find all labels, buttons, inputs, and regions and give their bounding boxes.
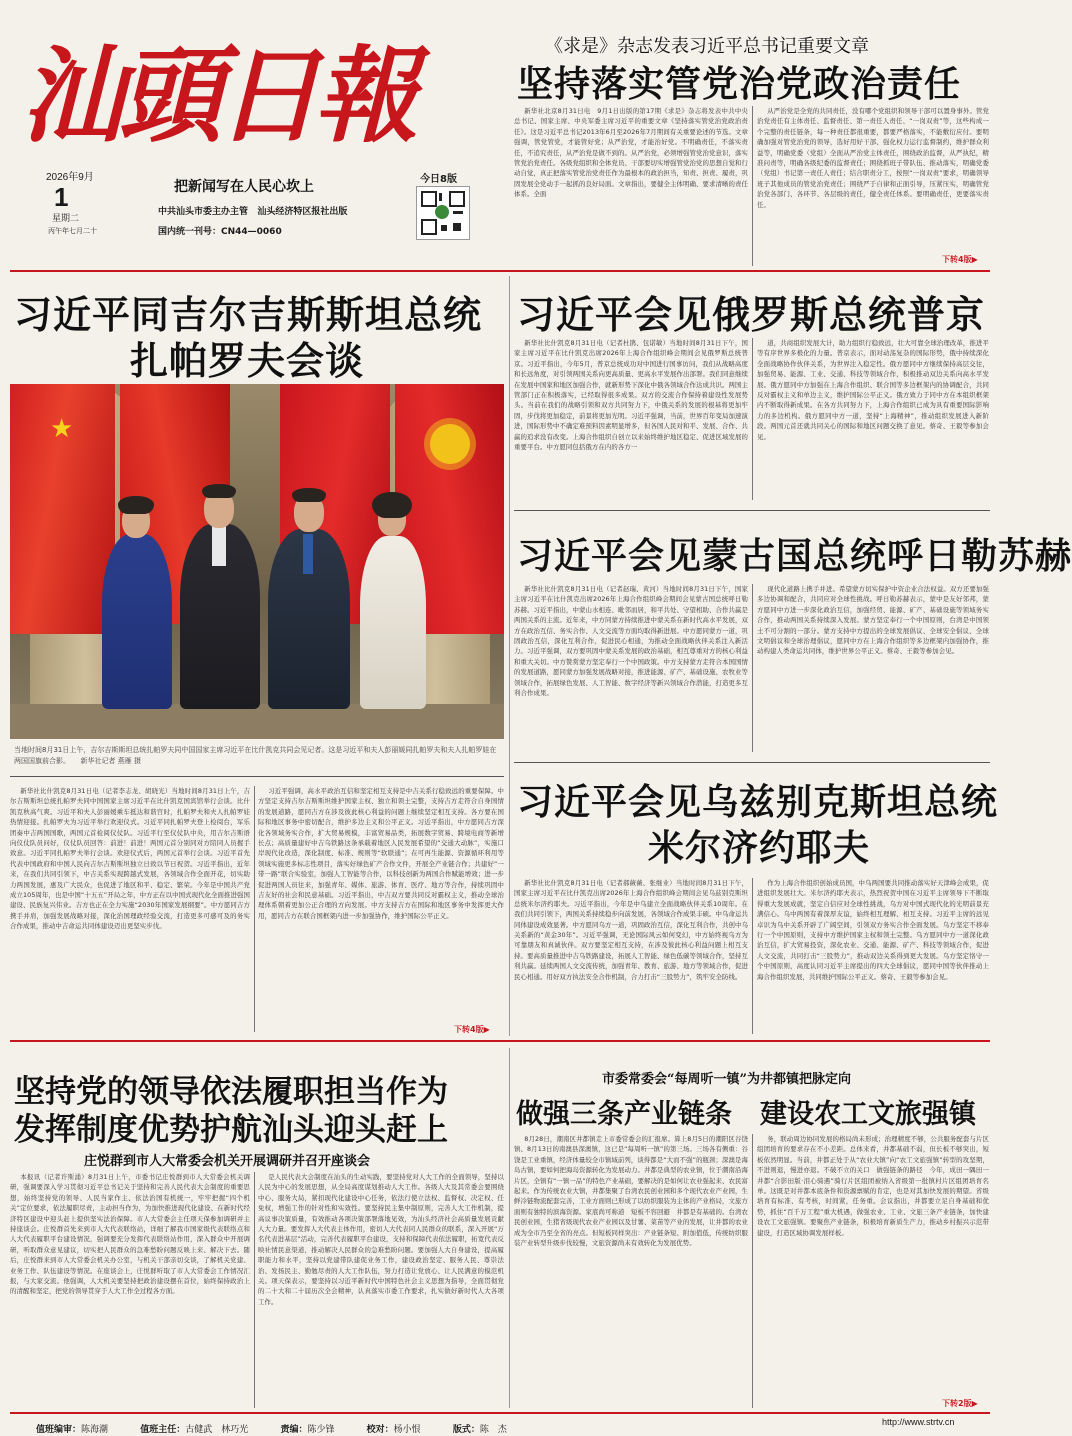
lead-column-2 (757, 106, 989, 256)
uzbek-title-line2: 米尔济约耶夫 (648, 827, 871, 869)
bottom-left-column-1 (10, 1172, 250, 1408)
person-4 (360, 536, 426, 709)
bottom-page-divider (509, 1048, 510, 1408)
putin-bottom-rule (514, 510, 990, 511)
kyrgyz-title-line1: 习近平同吉尔吉斯斯坦总统 (14, 292, 483, 337)
mid-section-rule (10, 1040, 990, 1042)
kyrgyz-continue[interactable]: 下转4版▶ (454, 1025, 490, 1034)
kyrgyz-photo-caption: 当地时间8月31日上午，吉尔吉斯斯坦总统扎帕罗夫同中国国家主席习近平在比什凯克共同会见记者。这是习近平和夫人彭丽媛同扎帕罗夫和夫人扎帕罗娃在两国国旗前合影。 新华社记者 燕雁 摄 (14, 746, 497, 765)
putin-title: 习近平会见俄罗斯总统普京 (517, 292, 986, 337)
person-2-hair (202, 484, 236, 498)
pages-today: 今日8版 (420, 174, 457, 185)
bottom-right-column-2 (757, 1134, 989, 1396)
kyrgyz-flag-sun (430, 424, 470, 464)
bottom-right-column-1 (514, 1134, 748, 1408)
bottom-right-column-divider (752, 1134, 753, 1408)
footer-rule (10, 1412, 990, 1414)
page-column-divider (509, 276, 510, 1036)
footer-item-proofreader: 校对：杨小恨 (366, 1425, 421, 1435)
mongolia-bottom-rule (514, 762, 990, 763)
uzbek-title-line1: 习近平会见乌兹别克斯坦总统 (517, 781, 999, 823)
masthead-slogan: 把新闻写在人民心坎上 (174, 179, 314, 195)
photo-floor (10, 704, 504, 739)
lead-text-2: 从严治党是全党的共同责任，没有哪个党组织和领导干部可以置身事外。管党治党责任有主体责任、监督责任、第一责任人责任、“一岗双责”等，这些构成一个完整的责任链条，每一种责任都很重要，都要严格落实，不能敷衍应付。要明确加强对管党治党的领导，选好用好干部、强化权力运行监督制约，维护群众利益等，明确党委（党组）全面从严治党主体责任，围绕政治监督，从严执纪，精准问责等，明确各级纪委的监督责任；围绕抓班子带队伍、推动落实，明确党委（党组）书记第一责任人责任；结合职责分工，按照“一岗双责”要求，明确领导班子其他成员的管党治党责任；围绕严于自律和正面引导，压紧压实，明确管党治党各部门、各环节、各层级的责任，健全责任体系。要明确责任，更要落实责任。 (757, 107, 989, 209)
uzbek-column-divider (752, 878, 753, 1034)
date-line: 2026年9月 (46, 172, 94, 183)
bottom-left-text-1: 本报讯（记者许斯涌）8月31日上午，市委书记庄悦群到市人大常委会机关调研，强调要深入学习贯彻习近平总书记关于坚持和完善人民代表大会制度的重要思想，始终坚持党的领导、人民当家作主、依法治国有机统一，牢牢把握“四个机关”定位要求，依法履职尽责，主动担当作为，为加快推进现代化建设、在新时代经济特区建设中迎头赶上提供坚实法治保障。市人大常委会主任项天保参加调研并主持座谈会。庄悦群首先来到市人大代表联络站，详细了解我市国家级代表联络点和人大代表履职平台建设情况，强调要充分发挥代表联络站作用，深入群众中开展调研，听取群众意见建议，切实把人民群众的急难愁盼问题反映上来、解决下去。随后，庄悦群来到市人大常委会机关办公室，与机关干部亲切交谈，了解机关党建、业务工作、队伍建设等情况。在座谈会上，庄悦群听取了市人大常委会工作情况汇报，与大家交流。他强调，人大机关要坚持把政治建设摆在首位，始终保持政治上的清醒和坚定，把党的领导贯穿于人大工作全过程各方面。 (10, 1173, 250, 1296)
lead-column-1 (514, 106, 748, 266)
uzbek-text-2: 作为上海合作组织创始成员国，中乌两国要共同推动落实好天津峰会成果，促进组织发展壮大。米尔济约耶夫表示，热烈祝贺中国在习近平主席领导下不断取得重大发展成就，坚定自信应对全球性挑战，乌方对中国式现代化的光明前景充满信心。乌中两国有着深厚友谊，始终相互理解、相互支持。习近平主席的远见卓识为乌中关系开辟了广阔空间，引领双方务实合作全面发展。乌方坚定不移奉行一个中国原则，支持中方维护国家主权和领土完整。乌方愿同中方一道深化政治互信，扩大贸易投资，深化农业、交通、能源、矿产、科技等领域合作，促进人文交流，共同打击“三股势力”，推动双边关系得到更大发展。乌方坚定恪守一个中国原则，高度认同习近平主席提出的四大全球倡议，愿同中国等伙伴推动上海合作组织发展，共同维护国际公平正义。蔡奇、王毅等参加会见。 (757, 879, 989, 981)
lead-kicker: 《求是》杂志发表习近平总书记重要文章 (545, 36, 869, 57)
bottom-left-subtitle: 庄悦群到市人大常委会机关开展调研并召开座谈会 (84, 1154, 371, 1169)
putin-column-1 (514, 338, 748, 500)
bottom-left-text-2: 是人民代表大会制度在汕头的生动实践，要坚持党对人大工作的全面领导，坚持以人民为中心的发展思想，从全局高度谋划推动人大工作。各级人大及其常委会要围绕中心、服务大局，紧扣现代化建设中心任务，依法行使立法权、监督权、决定权、任免权，增强工作的针对性和实效性。要坚持民主集中制原则，完善人大工作机制，提高议事决策质量，有效推动各项决策部署落地见效，为汕头经济社会高质量发展贡献人大力量。要发挥人大代表主体作用，密切人大代表同人民群众的联系，深入开展“万名代表进基层”活动，完善代表履职平台建设，支持和保障代表依法履职，拓宽代表反映社情民意渠道，推动解决人民群众的急难愁盼问题。要加强人大自身建设，提高履职能力和水平，坚持以党建带队建促业务工作，建设政治坚定、服务人民、尊崇法治、发扬民主、勤勉尽责的人大工作队伍，努力打造让党放心、让人民满意的模范机关。项天保表示，要坚持以习近平新时代中国特色社会主义思想为指导，全面贯彻党的二十大和二十届历次全会精神，认真落实市委工作要求，扎实做好新时代人大各项工作。 (258, 1173, 504, 1306)
person-2-shirt (212, 526, 226, 566)
footer-item-layout: 版式：陈 杰 (452, 1425, 507, 1435)
masthead-logo: 汕頭日報 (20, 34, 413, 157)
uzbek-column-1 (514, 878, 748, 1034)
mongolia-text-2: 现代化道路上携手并进。希望蒙方切实保护中资企业合法权益。双方还要加强多边协调和配合，共同应对全球性挑战。呼日勒苏赫表示，蒙中是友好邻邦，蒙方愿同中方进一步深化政治互信，加强经贸、能源、矿产、基础设施等领域务实合作，推动两国关系持续深入发展。蒙方坚定奉行一个中国原则，台湾是中国领土不可分割的一部分。蒙方支持中方提出的全球发展倡议、全球安全倡议、全球文明倡议和全球治理倡议，愿同中方在上海合作组织等多边框架内加强协作，推动构建人类命运共同体，维护世界公平正义。蔡奇、王毅等参加会见。 (757, 585, 989, 656)
mongolia-column-divider (752, 584, 753, 752)
bottom-right-title-b: 建设农工文旅强镇 (760, 1099, 976, 1130)
kyrgyz-column-2 (258, 786, 504, 1022)
kyrgyz-column-1 (10, 786, 250, 1032)
kyrgyz-photo-credit: 新华社记者 燕雁 摄 (80, 757, 141, 765)
person-3-tie (303, 534, 313, 574)
mongolia-text-1: 新华社比什凯克8月31日电（记者赵瑞、黄河）当地时间8月31日下午，国家主席习近平在比什凯克出席2026年上海合作组织峰会期间会见蒙古国总统呼日勒苏赫。习近平指出，中蒙山水相连、毗邻而居，和平共处、守望相助、合作共赢是两国关系的主流。近年来，中方同蒙方持续推进中蒙关系在新时代高水平发展，双方在政治互信、务实合作、人文交流等方面均取得新进展。中方愿同蒙方一道，巩固政治互信，深化互利合作，促进民心相通，为推动全面战略伙伴关系注入新活力。习近平强调，双方要巩固中蒙关系发展的政治基础，相互尊重对方的核心利益和重大关切。中方赞赏蒙方坚定奉行一个中国政策。中方支持蒙方走符合本国国情的发展道路，愿同蒙方加强发展战略对接，推进能源、矿产、基础设施、农牧业等领域合作，拓展绿色发展、人工智能、数字经济等新兴领域合作潜能，打造更多互利合作成果。 (514, 585, 748, 698)
footer-item-editor: 值班编审：陈海潮 (36, 1425, 109, 1435)
person-3-hair (292, 488, 326, 502)
person-4-hair (372, 492, 412, 518)
date-day: 1 (54, 182, 69, 212)
bottom-left-column-2 (258, 1172, 504, 1408)
person-1-hair (118, 496, 154, 514)
lead-title: 坚持落实管党治党政治责任 (517, 63, 962, 105)
top-section-rule (10, 270, 990, 272)
kyrgyz-title-line2: 扎帕罗夫会谈 (130, 338, 365, 383)
putin-column-divider (752, 338, 753, 500)
bottom-right-continue[interactable]: 下转2版▶ (942, 1399, 978, 1408)
footer-bar (36, 1417, 986, 1435)
bottom-right-kicker: 市委常委会“每周听一镇”为井都镇把脉定向 (602, 1072, 851, 1087)
kyrgyz-column-divider (254, 786, 255, 1032)
kyrgyz-text-2: 习近平强调，高水平政治互信和坚定相互支持是中吉关系行稳致远的重要保障。中方坚定支持吉尔吉斯斯坦维护国家主权、独立和领土完整，支持吉方走符合自身国情的发展道路，愿同吉方在涉及彼此核心利益的问题上继续坚定相互支持。各方要在国际和地区事务中密切配合，维护多边主义和公平正义。习近平指出，中方愿同吉方深化各领域务实合作，扩大贸易规模，丰富贸易品类，拓展数字贸易、跨境电商等新增长点；高质量建好中吉乌铁路这条承载着地区人民发展希望的“交通大动脉”，实施口岸现代化改造，深化制度、标准、规则等“软联通”；在可再生能源、资源循环利用等领域实施更多标志性项目，落实好绿色矿产合作文件，开展全产业链合作；共建好“一带一路”联合实验室，加强人工智能等合作，以科技创新为两国合作赋能增效；进一步促进两国人员往来，加强青年、媒体、旅游、体育、医疗、地方等合作，持续巩固中吉友好的社会和民意基础。习近平指出，中吉双方要共同反对霸权主义，推动全球治理体系朝着更加公正合理的方向发展。中方支持吉方在国际和地区事务中发挥更大作用，愿同吉方在联合国框架内进一步加强协作，维护国际公平正义。 (258, 787, 504, 920)
putin-text-1: 新华社比什凯克8月31日电（记者杜鹃、包诺敏）当地时间8月31日下午，国家主席习近平在比什凯克出席2026年上海合作组织峰会期间会见俄罗斯总统普京。习近平指出，今年5月，普京总统成功对中国进行国事访问，我们从战略高度和长远角度，对引领两国关系向更高质量、更高水平发展作出部署。我们同意继续在发展中国家和地区加强合作，就新形势下深化中俄各领域合作达成共识。两国主管部门正在积极落实，已经取得很多成果。双方的交流合作保持着建设性发展势头。当前在我们的战略引领和双方共同努力下，中俄关系的发展的根基将更加牢固，步伐将更加稳定，前景将更加光明。习近平强调，当前，世界百年变局加速演进，国际形势中不确定难预料因素明显增多，但各国人民对和平、发展、合作、共赢的追求没有改变。上海合作组织自创立以来始终维护地区稳定、促进区域发展的重要平台。中方愿同包括俄方在内的各方一 (514, 339, 748, 452)
person-1 (102, 534, 172, 709)
bottom-left-column-divider (254, 1172, 255, 1408)
kyrgyz-text-1: 新华社比什凯克8月31日电（记者李志龙、胡晓光）当地时间8月31日上午，吉尔吉斯斯坦总统扎帕罗夫同中国国家主席习近平在比什凯克国宾馆举行会谈。比什凯克秋高气爽。习近平和夫人彭丽媛乘车抵达和谐宫时，扎帕罗夫和夫人扎帕罗娃热情迎接。扎帕罗夫为习近平举行欢迎仪式。习近平同扎帕罗夫登上检阅台，军乐团奏中吉两国国歌，两国元首检阅仪仗队。习近平行至仪仗队中央，用吉尔吉斯语向仪仗队员问好，仪仗队员回答：前进！前进！两国元首分别同对方陪同人员握手致意。习近平同扎帕罗夫举行会谈。欢迎仪式后，两国元首举行会谈。习近平首先代表中国政府和中国人民向吉尔吉斯斯坦独立日致以节日祝贺。习近平指出，近年来，在我们共同引领下，中吉关系实现跨越式发展，各领域合作全面开花，切实助力两国发展，惠及广大民众，也促进了地区和平、稳定、繁荣。今年是中国共产党成立105周年，也是中国“十五五”开局之年，中方正在以中国式现代化全面推进强国建设、民族复兴伟业。吉方也正在全力实施“2030年国家发展纲要”。中方愿同吉方携手并肩，加强发展战略对接，深化治国理政经验交流，打造更多可感可及的务实合作成果，推动中吉命运共同体建设迈出更坚实步伐。 (10, 787, 250, 931)
uzbek-column-2 (757, 878, 989, 1034)
mongolia-column-2 (757, 584, 989, 752)
weekday: 星期二 (52, 213, 80, 223)
bottom-left-title-line1: 坚持党的领导依法履职担当作为 (14, 1074, 448, 1110)
kyrgyz-caption-rule (10, 776, 504, 777)
china-flag-star: ★ (50, 414, 74, 444)
uzbek-text-1: 新华社比什凯克8月31日电（记者郝薇薇、张继业）当地时间8月31日下午，国家主席习近平在比什凯克出席2026年上海合作组织峰会期间会见乌兹别克斯坦总统米尔济约耶夫。习近平指出，今年是中乌建立全面战略伙伴关系10周年。在我们共同引领下，两国关系持续稳步向前发展，各领域合作成果丰硕。中乌命运共同体建设成效显著。中方愿同乌方一道，巩固政治互信，深化互利合作，共创中乌关系新的“黄金30年”。习近平强调，无论国际风云如何变幻，中方始终视乌方为可靠朋友和真诚伙伴。双方要坚定相互支持，在涉及彼此核心利益问题上相互支持。要高质量推进中吉乌铁路建设，拓展人工智能、绿色低碳等领域合作，坚持互利共赢。延续两国人文交流传统，加强青年、教育、旅游、地方等领域合作，促进民心相通。用好双方执法安全合作机制，合力打击“三股势力”，筑牢安全防线。 (514, 879, 748, 981)
mongolia-column-1 (514, 584, 748, 752)
issue-date (46, 168, 116, 236)
putin-column-2 (757, 338, 989, 500)
lunar-date: 丙午年七月二十 (48, 228, 97, 235)
qr-code (416, 186, 470, 240)
footer-item-director: 值班主任：古健武 林巧光 (140, 1425, 249, 1435)
bottom-right-text-2: 务，联动周边协同发展的格局尚未形成；治理精度不够，公共服务配套与片区组团培育的要求存在不小差距。总体来看，井都基础不弱，但长板不够突出，短板依然明显。当前，井都正处于从“农业大镇”向“农工文旅强镇”转型的攻坚期，不进则退，慢进亦退。不破不立的关口 做强链条的路径 今年，成田一隅田一井都“合影田版·泪心骑遇”骑行片区组团被纳入省级第一批镇村片区组团培育名单。这既是对井都本底条件和资源禀赋的肯定，也是对其加快发展的期望。省级培育有标准、有考核，时间紧，任务重。会议指出，井都要立足自身基础和优势，抓住“百千万工程”重大机遇，做强农业、工业、文旅三条产业链条，加快建设农工文旅强镇。要聚焦产业链条，积极培育新质生产力，推动乡村振兴示范带建设，打造区域协调发展样板。 (757, 1135, 989, 1237)
putin-text-2: 道，共商组织发展大计，助力组织行稳致远，壮大可靠全球治理改革，推进平等有序世界多极化的力量。普京表示，面对动荡复杂的国际形势，俄中持续深化全面战略协作伙伴关系，为世界注入稳定性。俄方愿同中方继续保持高层交往，加强贸易、能源、工业、交通、科技等领域合作，积极推动双边关系向高水平发展。俄方愿同中方加强在上海合作组织、联合国等多边框架内的协调配合，共同反对霸权主义和单边主义，维护国际公平正义。俄方致力于同中方在本组织框架内不断取得新成果。在各方共同努力下，上海合作组织已成为具有重要国际影响力的多边机构。俄方愿同中方一道，坚持“上海精神”，推动组织发展进入新阶段。两国元首还就共同关心的国际和地区问题交换了意见。蔡奇、王毅等参加会见。 (757, 339, 989, 441)
kyrgyz-group-photo (10, 384, 504, 739)
mongolia-title: 习近平会见蒙古国总统呼日勒苏赫 (517, 535, 1072, 577)
bottom-right-text-1: 8月28日，潮南区井都镇走上市委常委会的汇报席。算上8月5日的潮阳区谷饶镇、8月13日的南澳县深澳镇，这已是“每周听一镇”的第三场。三场各有侧重：谷饶是工业重镇，经济体量较全市镇域前列，谈得都是“大而不强”的瓶颈；深澳是海岛古镇，要如何把海岛资源转化为发展动力。井都是典型的农业镇，位于潮南沿海片区，全镇有“一镇一品”的特色产业基础，要解决的是如何让农业强起来、农民富起来。作为传统农业大镇，井都集聚了台湾农民创业园和多个现代农业产业园，生鲜冷链物流配套完善，工业方面则已形成了以纺织服装为主体的产业格局，文旅方面则有独特的滨海资源。家底尚可称道 短板不容回避 井都是有基础的。台湾农民创业园，生猪省级现代农业产业园以及甘薯、菜苗等产业的发展，让井都的农业成为全市乃至全省的亮点。但短板同样突出：产业链条短、附加值低，传统纺织服装产业转型升级步伐较慢，文旅资源尚未有效转化为发展优势。 (514, 1135, 748, 1248)
lead-continue[interactable]: 下转4版▶ (942, 255, 978, 264)
lead-column-divider (752, 106, 753, 266)
lead-text-1: 新华社北京8月31日电 9月1日出版的第17期《求是》杂志将发表中共中央总书记、国家主席、中央军委主席习近平的重要文章《坚持落实管党治党政治责任》。这是习近平总书记2013年6月至2026年7月期间有关重要论述的节选。文章强调，管党管党，才能管好党；从严治党，才能治好党。不明确责任，不落实责任，不追究责任，从严治党是做不到的。从严治党，必须增强管党治党意识，落实管党治党责任。各级党组织和全体党员、干部要切实增强管党治党的思想自觉和行动自觉，真正把落实管党治党责任作为最根本的政治担当，知责、担责、履责，巩固发展全党动手一起抓的良好局面。文章指出，要健全主体明确、要求清晰的责任体系。全面 (514, 107, 748, 199)
bottom-left-title-line2: 发挥制度优势护航汕头迎头赶上 (14, 1112, 448, 1148)
footer-item-chief-editor: 责编：陈少锋 (280, 1425, 335, 1435)
publisher-line: 中共汕头市委主办主管 汕头经济特区报社出版 (158, 207, 348, 217)
bottom-right-title-a: 做强三条产业链条 (516, 1099, 732, 1130)
issn-line: 国内统一刊号：CN44—0060 (158, 227, 282, 237)
footer-url[interactable]: http://www.strtv.cn (882, 1417, 955, 1427)
